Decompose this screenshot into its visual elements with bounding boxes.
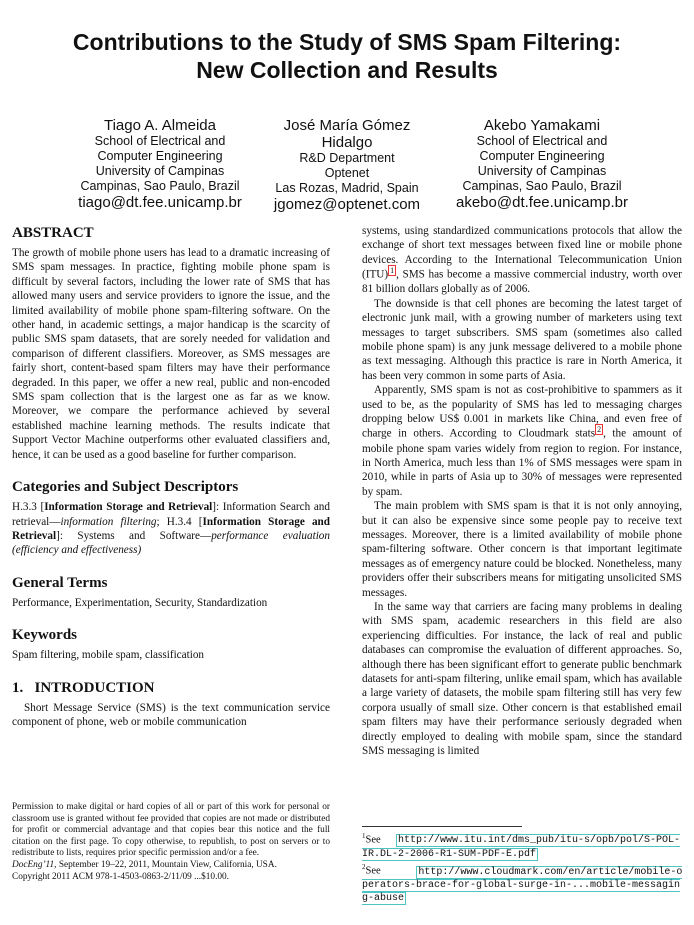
title-line-1: Contributions to the Study of SMS Spam Filtering:	[72, 29, 622, 55]
left-column	[12, 224, 330, 729]
author-block-2	[262, 117, 432, 213]
text-span: ; H.3.4 [	[156, 515, 203, 528]
text-span: ]: Information Search and retrieval—	[12, 501, 330, 528]
categories-heading: Categories and Subject Descriptors	[12, 479, 239, 496]
text-span: , SMS has become a massive commercial industry, worth over 81 billion dollars globally as of 2006.	[362, 268, 682, 296]
italic-span: performance evaluation (efficiency and effectiveness)	[12, 529, 330, 557]
author-email: akebo@dt.fee.unicamp.br	[456, 194, 628, 211]
abstract-text: The growth of mobile phone users has lead to a dramatic increasing of SMS spam messages. In practice, fighting mobile phone spam is difficult by several factors, including the lower rate of SMS that has allowed many users and service providers to ignore the issue, and the limited availability of mobile phone spam-filtering software. On the other hand, in academic settings, a major handicap is the scarcity of public SMS spam datasets, that are sorely needed for validation and comparison of different classifiers. Moreover, as SMS messages are fairly short, content-based spam filters may have their performance degraded. In this paper, we offer a new real, public and non-encoded SMS spam collection that is the largest one as far as we know. Moreover, we compare the performance achieved by several established machine learning methods. The results indicate that Support Vector Machine outperforms other evaluated classifiers and, hence, it can be used as a good baseline for further comparison.	[12, 247, 330, 461]
copyright-line: Copyright 2011 ACM 978-1-4503-0863-2/11/09 ...$10.00.	[12, 871, 230, 882]
permission-text: Permission to make digital or hard copies of all or part of this work for personal or classroom use is granted without fee provided that copies are not made or distributed for profit or commercial advantage and that copies bear this notice and the full citation on the first page. To copy otherwise, to republish, to post on servers or to redistribute to lists, requires prior specific permission and/or a fee.	[12, 802, 330, 859]
footnote-2	[362, 861, 684, 906]
author-affiliation: Campinas, Sao Paulo, Brazil	[80, 179, 240, 193]
author-name: José María Gómez Hidalgo	[283, 117, 411, 151]
introduction-text: Short Message Service (SMS) is the text communication service component of phone, web or mobile communication	[12, 701, 330, 728]
text-span: H.3.3 [	[12, 501, 45, 514]
author-affiliation: University of Campinas	[95, 164, 225, 178]
author-affiliation: School of Electrical and	[94, 134, 226, 148]
body-paragraph: The downside is that cell phones are becoming the latest target of electronic junk mail, with a growing number of marketers using text messages to target subscribers. SMS spam (sometimes also called mobile phone spam) is any junk message delivered to a mobile phone as text messaging. Although this practice is rare in North America, it has been very common in some parts of Asia.	[362, 297, 682, 382]
general-terms-heading: General Terms	[12, 574, 108, 591]
footnote-link[interactable]: http://www.cloudmark.com/en/article/mobile-operators-brace-for-global-surge-in-...mobile-messaging-abuse	[362, 866, 683, 905]
general-terms-text: Performance, Experimentation, Security, Standardization	[12, 596, 268, 609]
footnote-link[interactable]: http://www.itu.int/dms_pub/itu-s/opb/pol/S-POL-IR.DL-2-2006-R1-SUM-PDF-E.pdf	[362, 835, 680, 860]
author-affiliation: Optenet	[324, 166, 370, 180]
text-span: Apparently, SMS spam is not as cost-prohibitive to spammers as it used to be, as the popularity of SMS has led to messaging charges dropping below US$ 0.001 in markets like China, and even free of charge in others. According to Cloudmark stats	[362, 384, 682, 441]
author-email: jgomez@optenet.com	[273, 196, 421, 213]
body-paragraph: In the same way that carriers are facing many problems in dealing with SMS spam, academic researchers in this field are also experiencing difficulties. For instance, the lack of real and public databases can compromise the evaluation of different approaches. So, although there has been significant effort to generate public benchmark datasets for anti-spam filtering, unlike email spam, which has available a large variety of datasets, the mobile spam filtering still has very few corpora usually of small size. Other concern is that established email spam filters may have their performance seriously degraded when directly employed to dealing with mobile spam, since the standard SMS messaging is limited	[362, 601, 682, 758]
author-affiliation: Campinas, Sao Paulo, Brazil	[462, 179, 622, 193]
text-span: systems, using standardized communications protocols that allow the exchange of short text messages between fixed line or mobile phone devices. According to the International Telecommunication Union (ITU)	[362, 225, 682, 281]
author-affiliation: School of Electrical and	[476, 134, 608, 148]
footnote-number: 2	[362, 863, 366, 872]
footnote-divider	[362, 826, 522, 827]
author-affiliation: Computer Engineering	[479, 149, 605, 163]
bold-span: Information Storage and Retrieval	[44, 501, 213, 514]
author-affiliation: R&D Department	[299, 151, 395, 165]
body-paragraph	[362, 383, 682, 499]
author-affiliation: University of Campinas	[477, 164, 607, 178]
author-block-1	[60, 117, 260, 211]
text-span: ]: Systems and Software—	[56, 529, 212, 542]
italic-span: information filtering	[60, 515, 157, 528]
footnote-ref-2[interactable]: 2	[597, 425, 602, 435]
abstract-heading: ABSTRACT	[12, 225, 94, 241]
paper-title	[0, 28, 694, 84]
keywords-heading: Keywords	[12, 627, 77, 644]
body-paragraph: The main problem with SMS spam is that it is not only annoying, but it can also be expensive since some people pay to receive text messages. Moreover, there is a limited availability of mobile phone spam-filtering software. Other concern is that important legitimate messages as of emergency nature could be blocked. Nonetheless, many providers offer their subscribers means for mitigating unsolicited SMS messages.	[362, 500, 682, 599]
conference-line	[12, 860, 330, 872]
text-span: , the amount of mobile phone spam varies widely from region to region. For instance, in North America, much less than 1% of SMS messages were spam in 2010, while in parts of Asia up to 30% of messages were represented by spam.	[362, 428, 682, 498]
author-affiliation: Computer Engineering	[97, 149, 223, 163]
footnote-number: 1	[362, 832, 366, 840]
author-block-3	[442, 117, 642, 211]
author-email: tiago@dt.fee.unicamp.br	[78, 194, 242, 211]
author-name: Tiago A. Almeida	[103, 117, 216, 134]
keywords-text: Spam filtering, mobile spam, classification	[12, 649, 205, 662]
author-affiliation: Las Rozas, Madrid, Spain	[275, 181, 419, 195]
permission-notice	[12, 802, 330, 883]
footnote-1	[362, 830, 684, 861]
footnote-see: See	[365, 865, 381, 877]
footnote-see: See	[365, 834, 381, 846]
footnote-ref-1[interactable]: 1	[390, 266, 395, 276]
right-column	[362, 224, 682, 759]
bold-span: Information Storage and Retrieval	[12, 515, 330, 542]
body-paragraph	[362, 224, 682, 297]
conference-name: DocEng’11,	[12, 859, 57, 870]
categories-text	[12, 500, 330, 558]
title-line-2: New Collection and Results	[196, 57, 498, 83]
author-name: Akebo Yamakami	[483, 117, 601, 134]
footnotes	[362, 830, 684, 906]
conference-details: September 19–22, 2011, Mountain View, California, USA.	[56, 859, 277, 870]
introduction-heading: 1. INTRODUCTION	[12, 679, 155, 696]
